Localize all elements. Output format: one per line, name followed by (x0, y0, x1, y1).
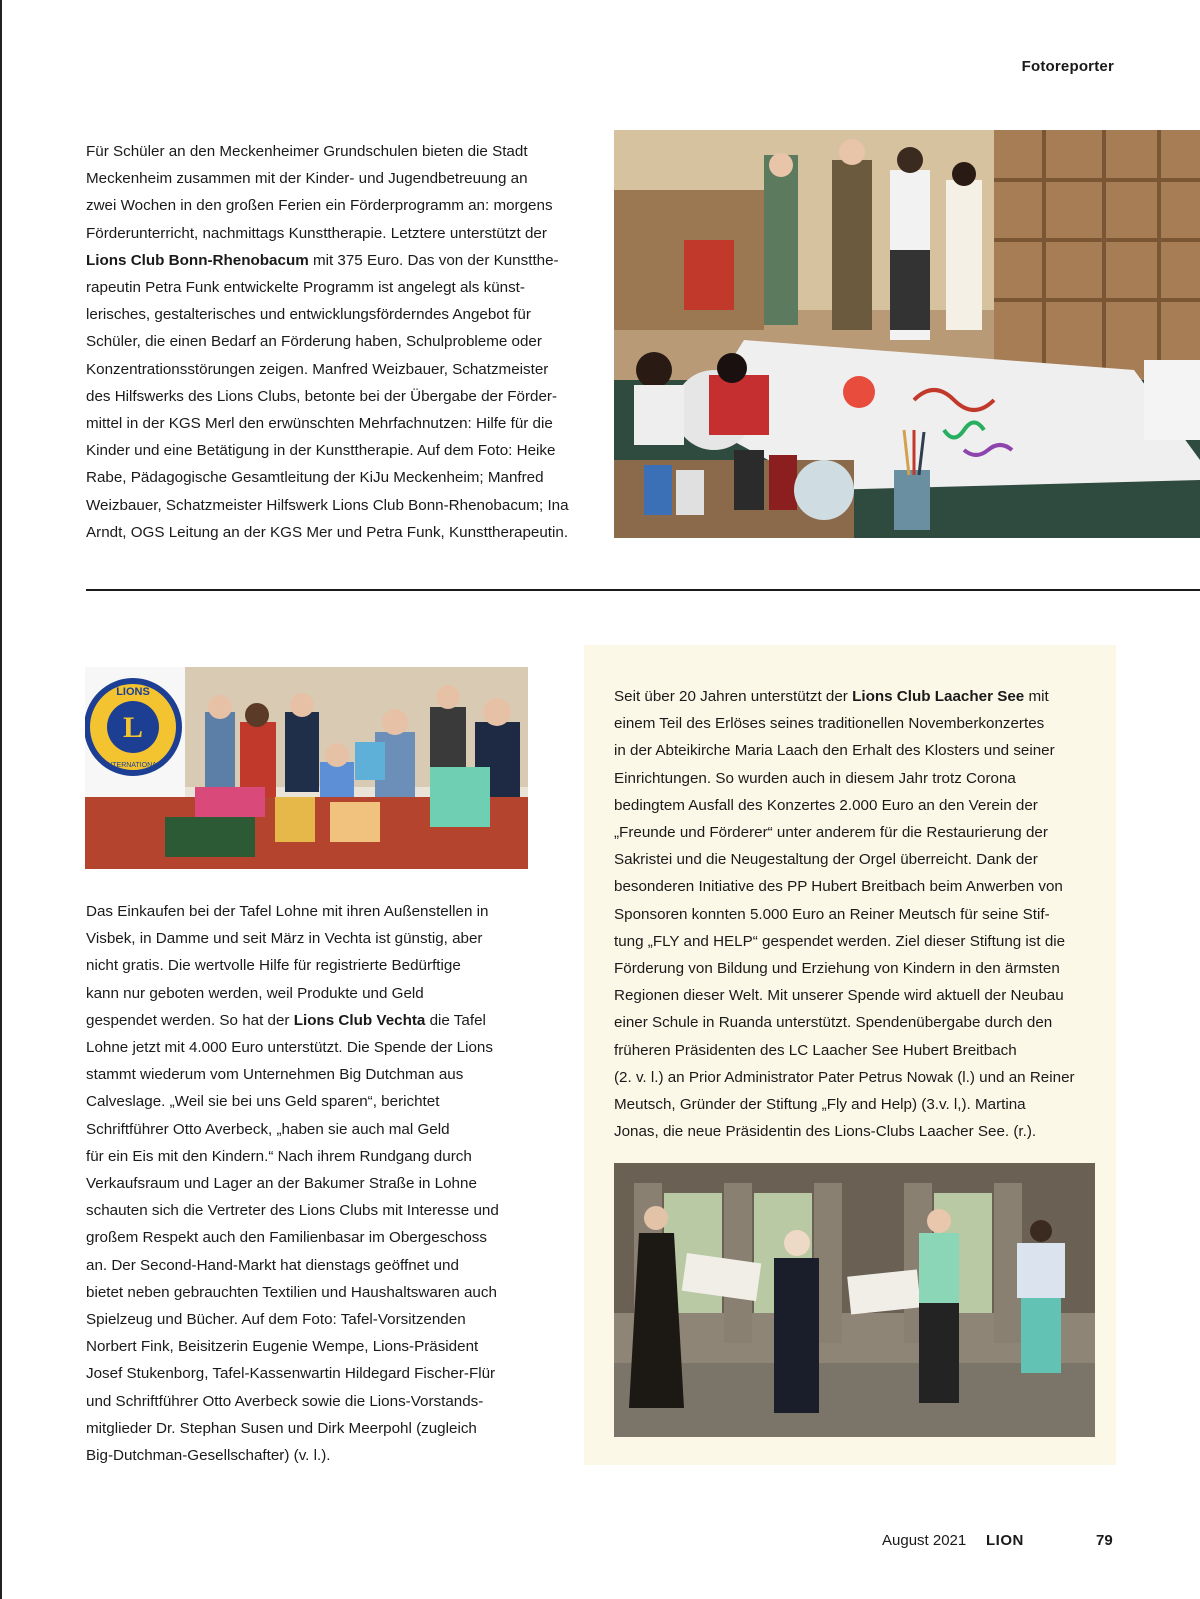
text-line: Jonas, die neue Präsidentin des Lions-Clubs Laacher See. (r.). (614, 1123, 1037, 1141)
text-line: (2. v. l.) an Prior Administrator Pater Petrus Nowak (l.) und an Reiner (614, 1068, 1075, 1086)
text-line: an. Der Second-Hand-Markt hat dienstags geöffnet und (86, 1256, 459, 1274)
text-line: zwei Wochen in den großen Ferien ein Förderprogramm an: morgens (86, 197, 553, 215)
text-line: Das Einkaufen bei der Tafel Lohne mit ihren Außenstellen in (86, 903, 489, 920)
text-line: Sakristei und die Neugestaltung der Orgel überreicht. Dank der (614, 851, 1038, 869)
text-line: schauten sich die Vertreter des Lions Clubs mit Interesse und (86, 1202, 499, 1220)
text-line: des Hilfswerks des Lions Clubs, betonte bei der Übergabe der Förder- (86, 387, 558, 405)
text-line: kann nur geboten werden, weil Produkte und Geld (86, 984, 424, 1002)
text-line: Lohne jetzt mit 4.000 Euro unterstützt. Die Spende der Lions (86, 1039, 493, 1057)
text-line: Kinder und eine Betätigung in der Kunsttherapie. Auf dem Foto: Heike (86, 442, 556, 460)
text-line: „Freunde und Förderer“ unter anderem für die Restaurierung der (614, 824, 1048, 842)
club-name: Lions Club Vechta (293, 1011, 426, 1029)
text-line: und Schriftführer Otto Averbeck sowie die Lions-Vorstands- (86, 1392, 484, 1410)
lions-logo-bottom-text: INTERNATIONAL (105, 762, 161, 769)
text-line: Meutsch, Gründer der Stiftung „Fly and Help) (3.v. l,). Martina (614, 1096, 1026, 1114)
text-line: früheren Präsidenten des LC Laacher See Hubert Breitbach (614, 1041, 1017, 1059)
text-line: Verkaufsraum und Lager an der Bakumer Straße in Lohne (86, 1175, 477, 1193)
text-line: in der Abteikirche Maria Laach den Erhalt des Klosters und seiner (614, 742, 1055, 760)
text-line: Schriftführer Otto Averbeck, „haben sie auch mal Geld (86, 1120, 450, 1138)
text-line: Seit über 20 Jahren unterstützt der Lions Club Laacher See mit (614, 688, 1049, 705)
article-tafel-lohne-text (86, 898, 536, 1469)
text-line: tung „FLY and HELP“ gespendet werden. Ziel dieser Stiftung ist die (614, 932, 1066, 950)
text-line: mitglieder Dr. Stephan Susen und Dirk Meerpohl (zugleich (86, 1419, 477, 1437)
section-label: Fotoreporter (1021, 58, 1114, 75)
text-line: nicht gratis. Die wertvolle Hilfe für registrierte Bedürftige (86, 957, 461, 975)
footer-magazine-name: LION (986, 1532, 1024, 1549)
text-line: Lions Club Bonn-Rhenobacum mit 375 Euro. Das von der Kunstthe- (86, 251, 559, 269)
text-line: Förderunterricht, nachmittags Kunsttherapie. Letztere unterstützt der (86, 224, 547, 242)
text-line: Sponsoren konnten 5.000 Euro an Reiner Meutsch für seine Stif- (614, 905, 1050, 923)
text-line: rapeutin Petra Funk entwickelte Programm ist angelegt als künst- (86, 279, 525, 297)
text-line: lerisches, gestalterisches und entwicklungsförderndes Angebot für (86, 306, 531, 324)
text-line: Einrichtungen. So wurden auch in diesem Jahr trotz Corona (614, 769, 1016, 787)
text-line: großem Respekt auch den Familienbasar im Obergeschoss (86, 1229, 487, 1247)
text-line: bietet neben gebrauchten Textilien und Haushaltswaren auch (86, 1283, 497, 1301)
text-line: bedingtem Ausfall des Konzertes 2.000 Euro an den Verein der (614, 796, 1038, 814)
club-name: Lions Club Bonn-Rhenobacum (86, 251, 309, 269)
lions-logo-letter: L (122, 711, 144, 744)
text-line: Norbert Fink, Beisitzerin Eugenie Wempe, Lions-Präsident (86, 1338, 479, 1356)
photo-maria-laach-cheque-handover (614, 1163, 1095, 1437)
photo-art-therapy-class (614, 130, 1200, 538)
text-line: Konzentrationsstörungen zeigen. Manfred Weizbauer, Schatzmeister (86, 360, 549, 378)
text-line: Big-Dutchman-Gesellschafter) (v. l.). (86, 1447, 331, 1465)
article-meckenheim-text (86, 138, 586, 546)
text-line: einer Schule in Ruanda unterstützt. Spendenübergabe durch den (614, 1014, 1053, 1032)
photo-tafel-lohne-donation (85, 667, 528, 869)
text-line: Arndt, OGS Leitung an der KGS Mer und Petra Funk, Kunsttherapeutin. (86, 523, 569, 541)
text-line: Schüler, die einen Bedarf an Förderung haben, Schulprobleme oder (86, 333, 542, 351)
text-line: Spielzeug und Bücher. Auf dem Foto: Tafel-Vorsitzenden (86, 1311, 466, 1329)
text-line: Calveslage. „Weil sie bei uns Geld sparen“, berichtet (86, 1093, 440, 1111)
article-laacher-see-text (614, 683, 1094, 1145)
text-line: Förderung von Bildung und Erziehung von Kindern in den ärmsten (614, 960, 1060, 978)
text-line: Visbek, in Damme und seit März in Vechta ist günstig, aber (86, 930, 483, 948)
text-line: Meckenheim zusammen mit der Kinder- und Jugendbetreuung an (86, 170, 528, 188)
page-edge-rule (0, 0, 2, 1599)
text-line: Rabe, Pädagogische Gesamtleitung der KiJu Meckenheim; Manfred (86, 469, 544, 487)
section-divider (86, 589, 1200, 591)
text-line: einem Teil des Erlöses seines traditionellen Novemberkonzertes (614, 715, 1045, 733)
text-line: besonderen Initiative des PP Hubert Breitbach beim Anwerben von (614, 878, 1063, 896)
text-line: Josef Stukenborg, Tafel-Kassenwartin Hildegard Fischer-Flür (86, 1365, 496, 1383)
text-line: Regionen dieser Welt. Mit unserer Spende wird aktuell der Neubau (614, 987, 1064, 1005)
club-name: Lions Club Laacher See (852, 688, 1025, 705)
text-line: für ein Eis mit den Kindern.“ Nach ihrem Rundgang durch (86, 1147, 472, 1165)
text-line: Für Schüler an den Meckenheimer Grundschulen bieten die Stadt (86, 143, 528, 160)
footer-issue-date: August 2021 (882, 1532, 967, 1549)
footer-page-number: 79 (1096, 1532, 1113, 1549)
text-line: mittel in der KGS Merl den erwünschten Mehrfachnutzen: Hilfe für die (86, 415, 553, 433)
text-line: Weizbauer, Schatzmeister Hilfswerk Lions Club Bonn-Rhenobacum; Ina (86, 496, 569, 514)
lions-logo-top-text: LIONS (116, 686, 150, 698)
text-line: stammt wiederum vom Unternehmen Big Dutchman aus (86, 1066, 464, 1084)
text-line: gespendet werden. So hat der Lions Club Vechta die Tafel (86, 1011, 486, 1029)
